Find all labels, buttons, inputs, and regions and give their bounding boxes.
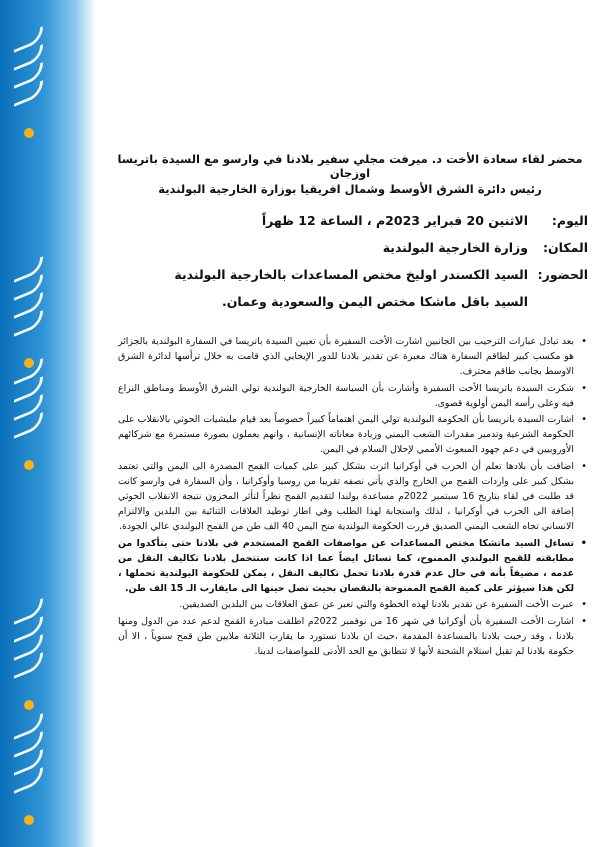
list-item: • اشارت الأخت السفيرة بأن أوكرانيا في شهر 16 من نوفمبر 2022م اطلقت مبادرة القمح لدعم عدد من الدول ومنها بلادنا ، وقد رحبت بلادنا بالمساعدة المقدمة ،حيث ان بلادنا تستورد ما يقارب الثلاثة ملايين طن قمح سنوياً ، الا أن حكومة بلادنا لم تقبل استلام الشحنة لأنها لا تتطابق مع الحد الأدنى للمواصفات لدينا. [118,614,588,660]
list-item: • اشارت السيدة باتريسا بأن الحكومة البولندية تولي اليمن اهتماماً كبيراً خصوصاً بعد قيام مليشيات الحوثي بالانقلاب على الحكومة الشرعية وتدمير مقدرات الشعب اليمني وزيادة معاناته الإنسانية ، وانهم يعملون بصورة مستمرة مع شركائهم الأوروبيين في دعم جهود المبعوث الأممي لإحلال السلام في اليمن. [118,412,588,458]
minutes-list [118,334,588,660]
attendance-row [118,267,588,282]
logo-emblem [8,360,48,470]
list-item: • بعد تبادل عبارات الترحيب بين الجانبين اشارت الأخت السفيرة بأن تعيين السيدة باتريسا في السفارة البولندية بالجزائر هو مكسب كبير لطاقم السفارة هناك معبرة عن تقدير بلادنا للدور الإيجابي الذي قامت به خلال ترأسها لدائرة الشرق الاوسط بجانب طاقم محترف. [118,334,588,380]
list-item: • عبرت الأخت السفيرة عن تقدير بلادنا لهذه الخطوة والتي تعبر عن عمق العلاقات بين البلدين الصديقين. [118,597,588,612]
sun-icon [24,460,34,470]
attendee-1: السيد الكسندر اوليخ مختص المساعدات بالخارجية البولندية [174,267,528,282]
sun-icon [24,128,34,138]
logo-emblem [8,28,48,138]
sun-icon [24,815,34,825]
place-value: وزارة الخارجية البولندية [382,240,528,255]
logo-emblem [8,715,48,825]
list-item: • شكرت السيدة باتريسا الأخت السفيرة وأشارت بأن السياسة الخارجية البولندية تولي الشرق الأوسط ومناطق النزاع فيه وعلى رأسه اليمن أولوية قصوى. [118,381,588,411]
document-title-line-2: رئيس دائرة الشرق الأوسط وشمال افريقيا بوزارة الخارجية البولندية [158,182,542,196]
day-label: اليوم: [551,213,588,228]
document-title-line-1: محضر لقاء سعادة الأخت د. ميرفت مجلي سفير بلادنا في وارسو مع السيدة باتريسا اوزجان [117,152,583,180]
meeting-day-row [118,213,588,228]
logo-emblem [8,600,48,710]
document-body [110,0,590,847]
attendee-2: السيد باقل ماشكا مختص اليمن والسعودية وعمان. [221,294,528,309]
list-item: • اضافت بأن بلادها تعلم أن الحرب في أوكرانيا اثرت بشكل كبير على كميات القمح المصدرة الى اليمن والتي تعتمد بشكل كبير على واردات القمح من الخارج والذي يأتي نصفه تقريبا من روسيا وأوكرانيا ، وأن السفارة في وارسو كانت قد طلبت في لقاء بتاريخ 16 سبتمبر 2022م مساعدة بولندا لتقديم القمح نظراً لتأثر المخزون نتيجة الانقلاب الحوثي إضافة الى الحرب في أوكرانيا ، لذلك واستجابة لهذا الطلب وفي اطار توطيد العلاقات الثنائية بين البلدين والالتزام الانساني تجاه الشعب اليمني الصديق قررت الحكومة البولندية منح اليمن 40 الف طن من القمح البولندي عالي الجودة. [118,459,588,535]
list-item: • تساءل السيد ماتشكا مختص المساعدات عن مواصفات القمح المستخدم في بلادنا حتى يتأكدوا من مطابقته للقمح البولندي الممنوح، كما تسائل ايضاً عما اذا كانت ستتحمل بلادنا تكاليف النقل من عدمه ، مضيفاً بأنه في حال عدم قدرة بلادنا تحمل تكاليف النقل ، يمكن للحكومة البولندية تحملها ، لكن هذا سيؤثر على كمية القمح الممنوحة بالنقصان بحيث تصل حينها الى مايقارب الـ 15 الف طن. [118,536,588,597]
sun-icon [24,700,34,710]
meeting-place-row [118,240,588,255]
place-label: المكان: [543,240,588,255]
day-value: الاثنين 20 فبراير 2023م ، الساعة 12 ظهراً [261,213,528,228]
decorative-sidebar [0,0,96,847]
logo-emblem [8,258,48,368]
attendance-label: الحضور: [537,267,588,282]
